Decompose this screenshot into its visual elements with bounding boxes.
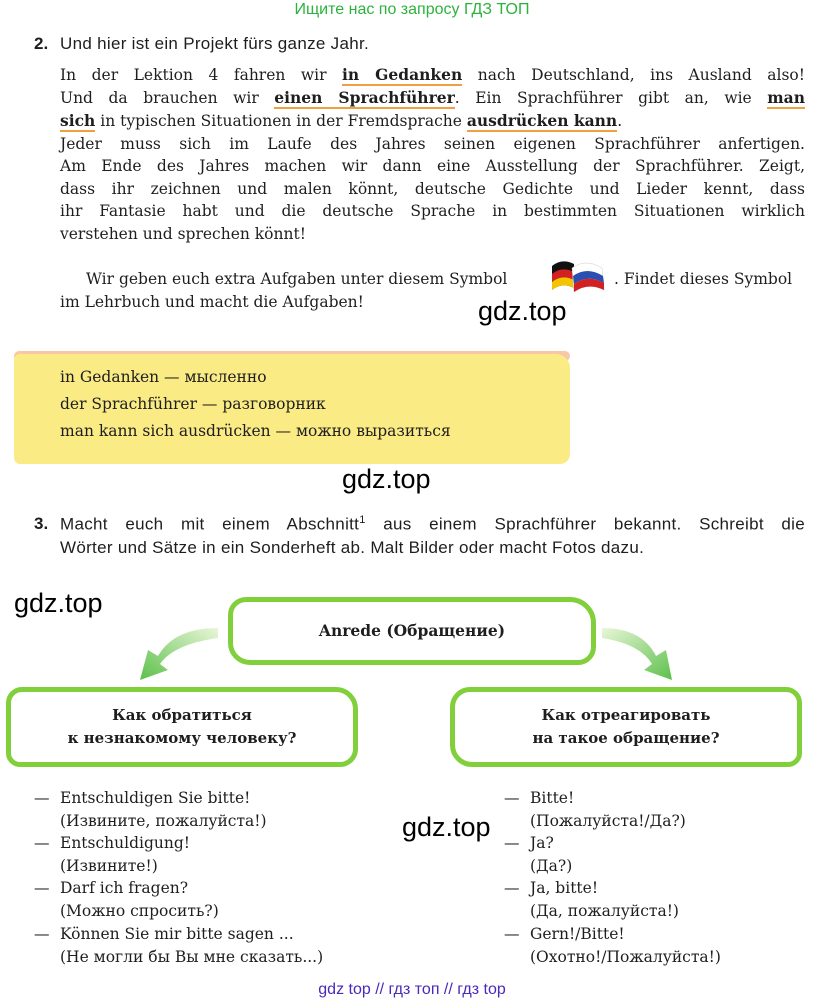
flag-symbol-icon: [548, 256, 608, 294]
bottom-banner: gdz top // гдз топ // гдз top: [318, 981, 506, 998]
top-banner: Ищите нас по запросу ГДЗ ТОП: [294, 1, 530, 18]
task-3-number: 3.: [34, 514, 49, 533]
list-item-translation: (Не могли бы Вы мне сказать...): [60, 948, 324, 966]
footnote-marker: 1: [359, 514, 366, 526]
diagram-center-bubble: [228, 597, 596, 665]
highlight-ausdruecken-kann: ausdrücken kann: [466, 111, 618, 130]
diagram-left-bubble: [6, 687, 358, 767]
paragraph-line: . Findet dieses Symbol: [614, 270, 793, 288]
paragraph-line: Am Ende des Jahres machen wir dann eine Ausstellung der Sprachführer. Zeigt,: [60, 157, 805, 175]
list-item-translation: (Да, пожалуйста!): [530, 902, 679, 920]
paragraph-line: Wir geben euch extra Aufgaben unter diesem Symbol: [86, 270, 508, 288]
diagram-right-bubble: [450, 687, 802, 767]
list-item: — Entschuldigung!: [34, 834, 191, 852]
diagram-center-label: Anrede (Обращение): [318, 621, 506, 640]
task-3-line-1: Macht euch mit einem Abschnitt$^1$ aus einem Sprachführer bekannt. Schreibt die: [60, 514, 805, 534]
paragraph-line: In der Lektion 4 fahren wir in Gedanken nach Deutschland, ins Ausland also!: [60, 65, 805, 84]
highlight-man: man: [767, 88, 805, 107]
arrow-left-icon: [134, 622, 224, 684]
watermark: gdz.top: [478, 296, 567, 326]
list-item-translation: (Пожалуйста!/Да?): [530, 812, 686, 830]
diagram-left-line-1: Как обратиться: [112, 706, 252, 724]
vocab-item: in Gedanken — мысленно: [60, 368, 267, 386]
watermark: gdz.top: [342, 464, 431, 494]
vocab-item: der Sprachführer — разговорник: [60, 395, 326, 413]
list-item-translation: (Да?): [530, 857, 573, 875]
list-item: — Entschuldigen Sie bitte!: [34, 789, 251, 807]
vocab-item: man kann sich ausdrücken — можно выразиться: [60, 422, 451, 440]
paragraph-line: im Lehrbuch und macht die Aufgaben!: [60, 293, 364, 311]
diagram-right-line-2: на такое обращение?: [532, 729, 720, 747]
paragraph-line: dass ihr zeichnen und malen könnt, deutsche Gedichte und Lieder kennt, dass: [60, 180, 805, 198]
diagram-right-line-1: Как отреагировать: [541, 706, 711, 724]
paragraph-line: Jeder muss sich im Laufe des Jahres seinen eigenen Sprachführer anfertigen.: [60, 135, 805, 153]
list-item: — Gern!/Bitte!: [504, 925, 625, 943]
paragraph-line: sich in typischen Situationen in der Fremdsprache ausdrücken kann.: [60, 111, 623, 130]
list-item-translation: (Охотно!/Пожалуйста!): [530, 948, 721, 966]
list-item: — Bitte!: [504, 789, 575, 807]
paragraph-line: Und da brauchen wir einen Sprachführer. Ein Sprachführer gibt an, wie man: [60, 88, 805, 107]
list-item: — Ja?: [504, 834, 554, 852]
vocab-box: [14, 354, 570, 464]
task-3-line-2: Wörter und Sätze in ein Sonderheft ab. Malt Bilder oder macht Fotos dazu.: [60, 538, 645, 557]
list-item-translation: (Можно спросить?): [60, 902, 219, 920]
task-2-title: Und hier ist ein Projekt fürs ganze Jahr.: [60, 34, 370, 53]
highlight-sprachfuehrer: einen Sprachführer: [274, 88, 455, 107]
watermark: gdz.top: [14, 588, 103, 618]
paragraph-line: verstehen und sprechen könnt!: [60, 225, 306, 243]
list-item: — Können Sie mir bitte sagen ...: [34, 925, 294, 943]
watermark: gdz.top: [402, 812, 491, 842]
list-item: — Ja, bitte!: [504, 879, 599, 897]
list-item: — Darf ich fragen?: [34, 879, 189, 897]
diagram-left-line-2: к незнакомому человеку?: [67, 729, 297, 747]
highlight-in-gedanken: in Gedanken: [342, 65, 463, 84]
arrow-right-icon: [598, 622, 680, 684]
list-item-translation: (Извините!): [60, 857, 158, 875]
paragraph-line: ihr Fantasie habt und die deutsche Sprache in bestimmten Situationen wirklich: [60, 202, 805, 220]
list-item-translation: (Извините, пожалуйста!): [60, 812, 267, 830]
task-2-number: 2.: [34, 34, 49, 53]
highlight-sich: sich: [60, 111, 96, 130]
